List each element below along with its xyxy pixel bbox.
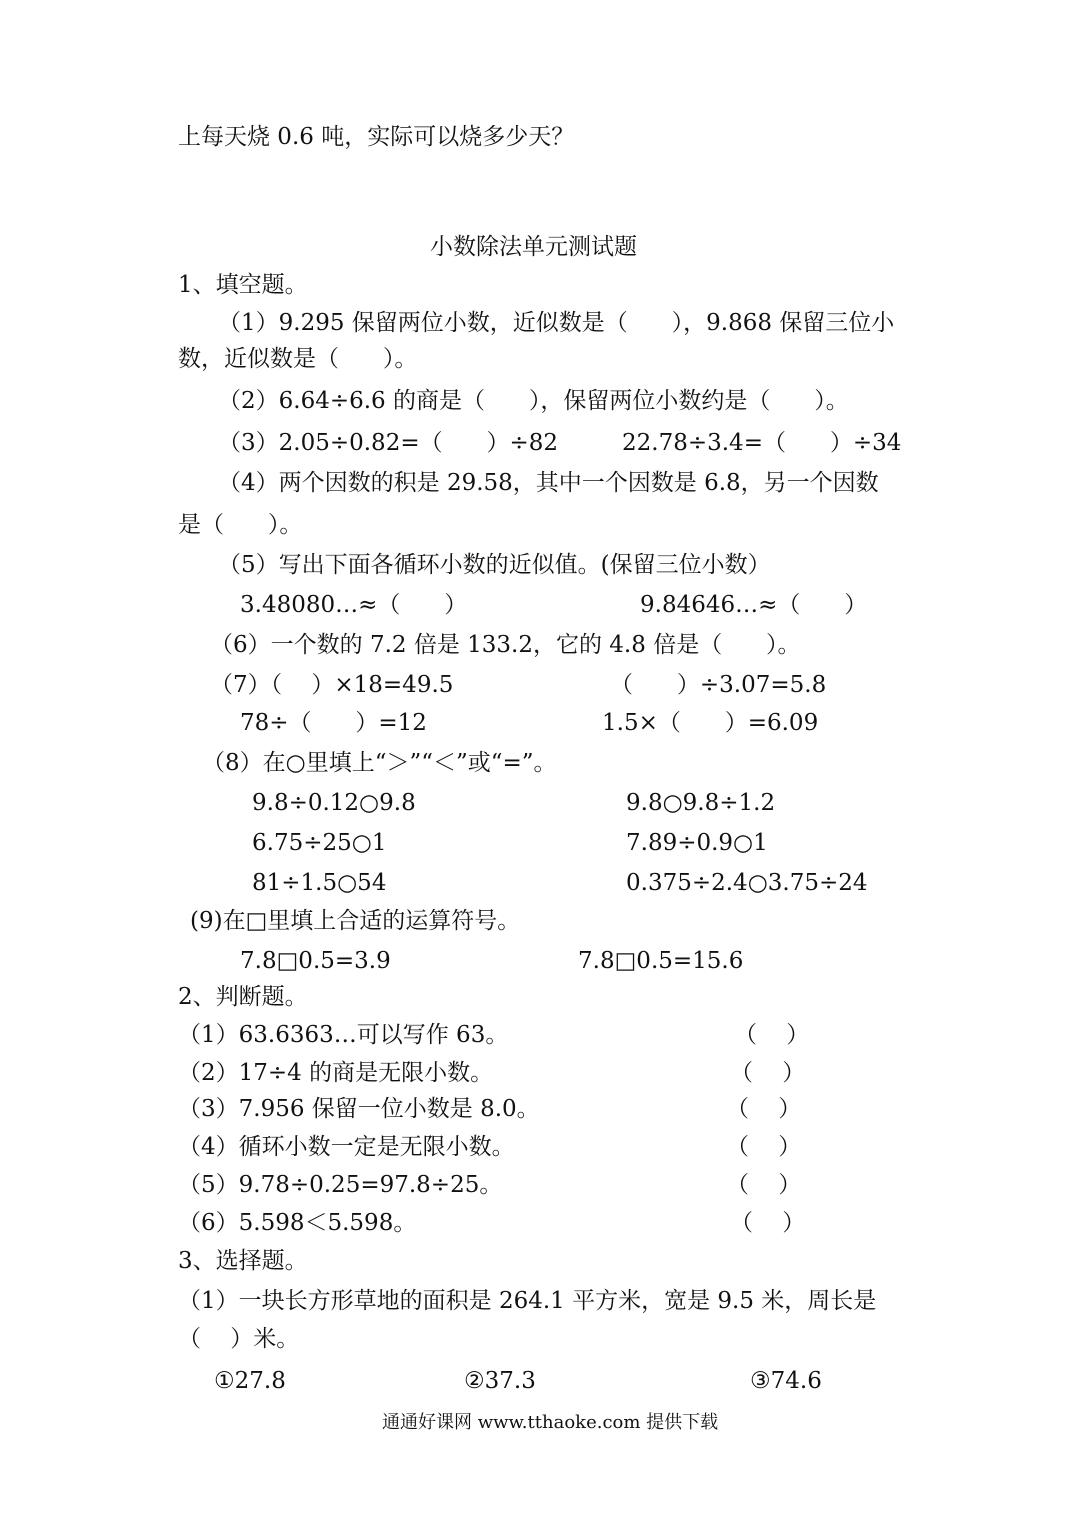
page-title: 小数除法单元测试题 bbox=[430, 234, 637, 260]
section-heading-multiple-choice: 3、选择题。 bbox=[178, 1248, 308, 1274]
question-1-9-left: 7.8□0.5=3.9 bbox=[240, 948, 391, 974]
question-1-1-line2: 数，近似数是（ ）。 bbox=[178, 346, 418, 372]
choice-question-1-line1: （1）一块长方形草地的面积是 264.1 平方米，宽是 9.5 米，周长是 bbox=[178, 1288, 877, 1314]
judge-bracket-3: （ ） bbox=[726, 1096, 802, 1122]
question-1-9: (9)在□里填上合适的运算符号。 bbox=[190, 908, 521, 934]
question-1-8-row2-left: 6.75÷25○1 bbox=[252, 830, 387, 856]
judge-bracket-2: （ ） bbox=[730, 1060, 806, 1086]
question-1-2: （2）6.64÷6.6 的商是（ ），保留两位小数约是（ ）。 bbox=[218, 388, 849, 414]
question-1-8-row1-right: 9.8○9.8÷1.2 bbox=[626, 790, 776, 816]
question-1-5-right: 9.84646…≈（ ） bbox=[640, 592, 868, 618]
question-1-9-right: 7.8□0.5=15.6 bbox=[578, 948, 744, 974]
judge-item-5: （5）9.78÷0.25=97.8÷25。 bbox=[178, 1172, 503, 1198]
question-1-5: （5）写出下面各循环小数的近似值。(保留三位小数） bbox=[218, 552, 771, 578]
judge-item-2: （2）17÷4 的商是无限小数。 bbox=[178, 1060, 494, 1086]
section-heading-fill-blank: 1、填空题。 bbox=[178, 272, 308, 298]
judge-item-1: （1）63.6363…可以写作 63。 bbox=[178, 1022, 509, 1048]
section-heading-true-false: 2、判断题。 bbox=[178, 984, 308, 1010]
question-1-4-line2: 是（ ）。 bbox=[178, 512, 303, 538]
judge-bracket-5: （ ） bbox=[726, 1172, 802, 1198]
question-1-8: （8）在○里填上“＞”“＜”或“=”。 bbox=[202, 750, 557, 776]
judge-bracket-4: （ ） bbox=[726, 1134, 802, 1160]
judge-bracket-1: （ ） bbox=[734, 1022, 810, 1048]
question-1-8-row3-right: 0.375÷2.4○3.75÷24 bbox=[626, 870, 868, 896]
choice-option-1: ①27.8 bbox=[214, 1368, 286, 1394]
judge-item-3: （3）7.956 保留一位小数是 8.0。 bbox=[178, 1096, 540, 1122]
page-footer: 通通好课网 www.tthaoke.com 提供下载 bbox=[382, 1412, 719, 1433]
judge-item-6: （6）5.598＜5.598。 bbox=[178, 1210, 417, 1236]
question-1-7-d: 1.5×（ ）=6.09 bbox=[602, 710, 819, 736]
choice-option-2: ②37.3 bbox=[464, 1368, 536, 1394]
choice-option-3: ③74.6 bbox=[750, 1368, 822, 1394]
question-1-8-row3-left: 81÷1.5○54 bbox=[252, 870, 387, 896]
problem-continuation: 上每天烧 0.6 吨，实际可以烧多少天？ bbox=[178, 124, 575, 150]
question-1-3-right: 22.78÷3.4=（ ）÷34 bbox=[622, 430, 902, 456]
question-1-8-row1-left: 9.8÷0.12○9.8 bbox=[252, 790, 416, 816]
judge-bracket-6: （ ） bbox=[730, 1210, 806, 1236]
question-1-7-a: （7）（ ）×18=49.5 bbox=[210, 672, 454, 698]
question-1-6: （6）一个数的 7.2 倍是 133.2，它的 4.8 倍是（ ）。 bbox=[210, 632, 801, 658]
choice-question-1-line2: （ ）米。 bbox=[178, 1326, 300, 1352]
question-1-5-left: 3.48080…≈（ ） bbox=[240, 592, 468, 618]
judge-item-4: （4）循环小数一定是无限小数。 bbox=[178, 1134, 515, 1160]
question-1-7-b: （ ）÷3.07=5.8 bbox=[610, 672, 827, 698]
question-1-7-c: 78÷（ ）=12 bbox=[240, 710, 427, 736]
question-1-3-left: （3）2.05÷0.82=（ ）÷82 bbox=[218, 430, 559, 456]
question-1-4-line1: （4）两个因数的积是 29.58，其中一个因数是 6.8，另一个因数 bbox=[218, 470, 879, 496]
question-1-8-row2-right: 7.89÷0.9○1 bbox=[626, 830, 768, 856]
question-1-1-line1: （1）9.295 保留两位小数，近似数是（ ），9.868 保留三位小 bbox=[218, 310, 895, 336]
